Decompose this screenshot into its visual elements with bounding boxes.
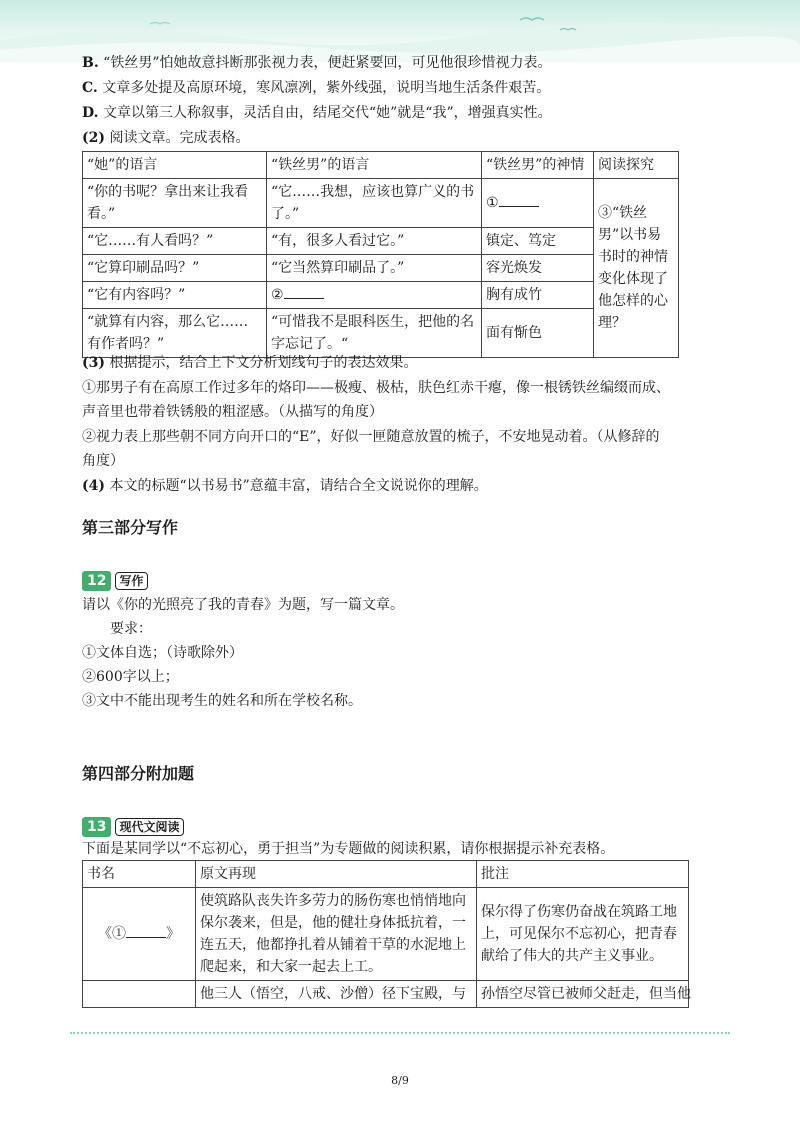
table-cell: 面有惭色 <box>482 309 594 358</box>
part3-sentence-1-cont: 声音里也带着铁锈般的粗涩感。（从描写的角度） <box>82 404 383 420</box>
table-cell: “有，很多人看过它。” <box>267 228 482 255</box>
table-header: 批注 <box>477 861 689 888</box>
table-cell: “就算有内容，那么它……有作者吗？” <box>83 309 267 358</box>
table-row <box>83 282 679 309</box>
table-cell: “可惜我不是眼科医生，把他的名字忘记了。“ <box>267 309 482 358</box>
question-number: 13 <box>82 817 111 837</box>
answer-blank-cell: ① <box>482 179 594 228</box>
table-cell: 胸有成竹 <box>482 282 594 309</box>
table-row <box>83 255 679 282</box>
question-badge <box>82 817 184 837</box>
header-banner <box>0 0 800 62</box>
question-tag: 现代文阅读 <box>115 818 183 836</box>
table-header: 原文再现 <box>196 861 477 888</box>
table-cell: “它有内容吗？” <box>83 282 267 309</box>
option-d: D. 文章以第三人称叙事，灵活自由，结尾交代“她”就是“我”，增强真实性。 <box>82 105 552 121</box>
page-number: 8/9 <box>391 1074 409 1087</box>
option-c: C. 文章多处提及高原环境，寒风凛冽，紫外线强，说明当地生活条件艰苦。 <box>82 80 551 96</box>
section-heading-writing: 第三部分写作 <box>82 518 179 537</box>
table-cell: “它……有人看吗？” <box>83 228 267 255</box>
table-header: “铁丝男”的神情 <box>482 152 594 179</box>
table-header-row <box>83 152 679 179</box>
table-row <box>83 888 689 981</box>
table-header: “铁丝男”的语言 <box>267 152 482 179</box>
requirement-item: ①文体自选；（诗歌除外） <box>82 645 243 661</box>
table-row <box>83 179 679 228</box>
table-cell: 他三人（悟空，八戒、沙僧）径下宝殿，与 <box>196 981 477 1008</box>
table-header: “她”的语言 <box>83 152 267 179</box>
option-b: B. “铁丝男”怕她故意抖断那张视力表，便赶紧要回，可见他很珍惜视力表。 <box>82 55 552 71</box>
table-cell: 容光焕发 <box>482 255 594 282</box>
reading-prompt: 下面是某同学以“不忘初心，勇于担当”为专题做的阅读积累，请你根据提示补充表格。 <box>82 841 615 857</box>
part3-instruction: (3) 根据提示，结合上下文分析划线句子的表达效果。 <box>82 355 418 371</box>
table-cell: 镇定、笃定 <box>482 228 594 255</box>
part3-sentence-1: ①那男子有在高原工作过多年的烙印——极瘦、极枯，肤色红赤干瘪，像一根锈铁丝编缀而成、 <box>82 380 670 396</box>
answer-blank[interactable] <box>126 923 166 938</box>
answer-blank[interactable] <box>499 192 539 207</box>
part3-sentence-2-cont: 角度） <box>82 453 124 469</box>
part2-instruction: (2) 阅读文章。完成表格。 <box>82 130 250 146</box>
answer-blank-cell: ② <box>267 282 482 309</box>
table-row <box>83 981 689 1008</box>
part3-sentence-2: ②视力表上那些朝不同方向开口的“E”，好似一匣随意放置的梳子，不安地晃动着。（从修辞的 <box>82 429 660 445</box>
table-row <box>83 309 679 358</box>
answer-blank[interactable] <box>284 284 324 299</box>
table-clip <box>82 860 692 1012</box>
table-cell: “它当然算印刷品了。” <box>267 255 482 282</box>
table-cell: 保尔得了伤寒仍奋战在筑路工地上，可见保尔不忘初心，把青春献给了伟大的共产主义事业。 <box>477 888 689 981</box>
requirements-title: 要求： <box>110 621 152 637</box>
requirement-item: ③文中不能出现考生的姓名和所在学校名称。 <box>82 693 362 709</box>
table-header: 阅读探究 <box>594 152 679 179</box>
question-number: 12 <box>82 571 111 591</box>
table-header: 书名 <box>83 861 196 888</box>
question-badge <box>82 571 148 591</box>
table-cell: 使筑路队丧失许多劳力的肠伤寒也悄悄地向保尔袭来，但是，他的健壮身体抵抗着，一连五天，他都挣扎着从铺着干草的水泥地上爬起来，和大家一起去上工。 <box>196 888 477 981</box>
question-tag: 写作 <box>115 572 147 590</box>
table-row <box>83 228 679 255</box>
table-cell: 孙悟空尽管已被师父赶走，但当他 <box>477 981 689 1008</box>
reading-table <box>82 151 679 358</box>
reading-accumulation-table <box>82 860 689 1008</box>
part4-instruction: (4) 本文的标题“以书易书”意蕴丰富，请结合全文说说你的理解。 <box>82 478 488 494</box>
table-cell: “你的书呢？拿出来让我看看。” <box>83 179 267 228</box>
writing-prompt: 请以《你的光照亮了我的青春》为题，写一篇文章。 <box>82 597 404 613</box>
table-cell <box>83 981 196 1008</box>
table-cell: “它……我想，应该也算广义的书了。” <box>267 179 482 228</box>
requirement-item: ②600字以上； <box>82 669 179 685</box>
table-cell: “它算印刷品吗？” <box>83 255 267 282</box>
book-title-cell: 《① 》 <box>83 888 196 981</box>
table-header-row <box>83 861 689 888</box>
section-heading-bonus: 第四部分附加题 <box>82 764 195 783</box>
explore-cell: ③“铁丝男”以书易书时的神情变化体现了他怎样的心理？ <box>594 179 679 358</box>
footer-divider <box>70 1032 730 1034</box>
